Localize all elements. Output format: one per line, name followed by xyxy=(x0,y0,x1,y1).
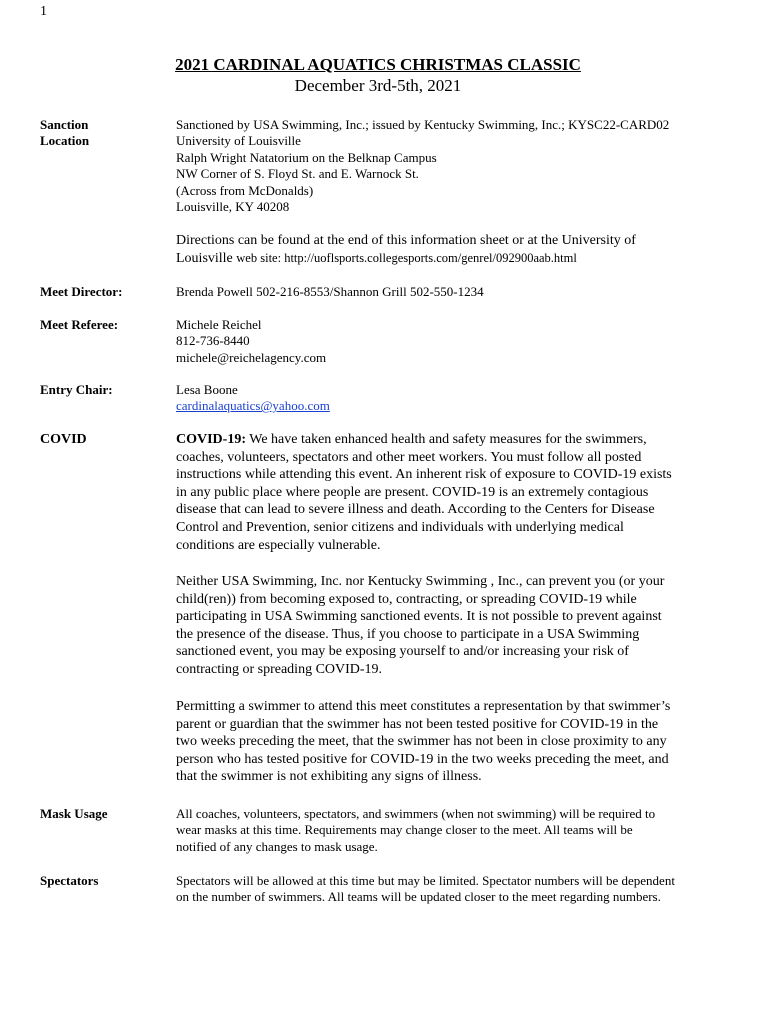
sanction-line: University of Louisville xyxy=(176,133,301,149)
mask-usage-block xyxy=(176,806,721,855)
directions-line-2 xyxy=(176,250,721,268)
covid-p1-lead: COVID-19: xyxy=(176,432,246,447)
sanction-block xyxy=(176,117,721,215)
directions-line-1: Directions can be found at the end of this information sheet or at the University of xyxy=(176,233,636,248)
covid-p3-line: Permitting a swimmer to attend this meet constitutes a representation by that swimmer’s xyxy=(176,699,671,714)
covid-p1-line: disease that can lead to severe illness and death. According to the Centers for Disease xyxy=(176,502,655,518)
mask-usage-line: notified of any changes to mask usage. xyxy=(176,838,378,854)
spectators-line: on the number of swimmers. All teams will be updated closer to the meet regarding numbers. xyxy=(176,889,661,905)
covid-p2-line: participating in USA Swimming sanctioned events. It is not possible to prevent against xyxy=(176,609,662,625)
covid-p3-line: parent or guardian that the swimmer has not been tested positive for COVID-19 in the xyxy=(176,716,659,732)
covid-p1-line: instructions while attending this event. An inherent risk of exposure to COVID-19 exists xyxy=(176,467,672,483)
mask-usage-line: All coaches, volunteers, spectators, and swimmers (when not swimming) will be required to xyxy=(176,806,656,821)
entry-chair-name: Lesa Boone xyxy=(176,382,238,397)
sanction-label xyxy=(40,117,89,149)
directions-website[interactable]: web site: http://uoflsports.collegesports.com/genrel/092900aab.html xyxy=(236,250,577,265)
meet-director-value xyxy=(176,284,721,300)
covid-p1-line: Control and Prevention, senior citizens and individuals with underlying medical xyxy=(176,519,624,535)
sanction-line: NW Corner of S. Floyd St. and E. Warnock St. xyxy=(176,166,419,182)
location-label-text: Location xyxy=(40,133,90,148)
covid-p3-line: that the swimmer is not exhibiting any signs of illness. xyxy=(176,769,482,785)
sanction-line: Louisville, KY 40208 xyxy=(176,199,290,215)
referee-phone: 812-736-8440 xyxy=(176,333,250,349)
page-number: 1 xyxy=(40,4,47,19)
meet-director-label: Meet Director: xyxy=(40,284,123,299)
referee-email: michele@reichelagency.com xyxy=(176,349,327,365)
page-subtitle: December 3rd-5th, 2021 xyxy=(294,76,462,95)
covid-p2-line: Neither USA Swimming, Inc. nor Kentucky Swimming , Inc., can prevent you (or your xyxy=(176,574,665,589)
covid-p2-line: child(ren)) from becoming exposed to, contracting, or spreading COVID-19 while xyxy=(176,591,637,607)
sanction-label-text: Sanction xyxy=(40,117,89,132)
covid-p2-line: sanctioned event, you may be exposing yourself to and/or increasing your risk of xyxy=(176,644,629,660)
entry-chair-email-link[interactable]: cardinalaquatics@yahoo.com xyxy=(176,398,330,414)
covid-p1-line-0: We have taken enhanced health and safety measures for the swimmers, xyxy=(249,432,647,447)
spectators-line: Spectators will be allowed at this time but may be limited. Spectator numbers will be dependent xyxy=(176,873,675,888)
covid-label: COVID xyxy=(40,432,87,447)
covid-p3-line: two weeks preceding the meet, that the swimmer has not been in close proximity to any xyxy=(176,734,667,750)
directions-university: Louisville xyxy=(176,250,233,266)
meet-referee-block xyxy=(176,317,721,366)
spectators-block xyxy=(176,873,721,906)
covid-p2-line: the presence of the disease. Thus, if you choose to participate in a USA Swimming xyxy=(176,626,640,642)
sanction-line: (Across from McDonalds) xyxy=(176,182,314,198)
meet-director-contacts: Brenda Powell 502-216-8553/Shannon Grill 502-550-1234 xyxy=(176,284,484,299)
covid-p1-line: conditions are especially vulnerable. xyxy=(176,537,381,553)
covid-p1-line: coaches, volunteers, spectators and other meet workers. You must follow all posted xyxy=(176,449,642,465)
page-title: 2021 CARDINAL AQUATICS CHRISTMAS CLASSIC xyxy=(175,55,581,74)
sanction-line: Ralph Wright Natatorium on the Belknap Campus xyxy=(176,149,437,165)
entry-chair-block xyxy=(176,382,721,415)
covid-paragraph-1 xyxy=(176,431,721,554)
entry-chair-label: Entry Chair: xyxy=(40,382,113,397)
covid-p3-line: person who has tested positive for COVID-19 in the two weeks preceding the meet, and xyxy=(176,751,669,767)
covid-p1-line xyxy=(176,431,721,449)
referee-name: Michele Reichel xyxy=(176,317,262,332)
directions-block xyxy=(176,232,721,267)
mask-usage-line: wear masks at this time. Requirements may change closer to the meet. All teams will be xyxy=(176,822,633,838)
covid-paragraph-2 xyxy=(176,573,721,679)
spectators-label: Spectators xyxy=(40,873,99,888)
covid-p2-line: contracting or spreading COVID-19. xyxy=(176,661,383,677)
covid-paragraph-3 xyxy=(176,698,721,786)
mask-usage-label: Mask Usage xyxy=(40,806,108,821)
sanction-line: Sanctioned by USA Swimming, Inc.; issued by Kentucky Swimming, Inc.; KYSC22-CARD02 xyxy=(176,117,670,132)
covid-p1-line: in any public place where people are present. COVID-19 is an extremely contagious xyxy=(176,484,649,500)
meet-referee-label: Meet Referee: xyxy=(40,317,119,332)
